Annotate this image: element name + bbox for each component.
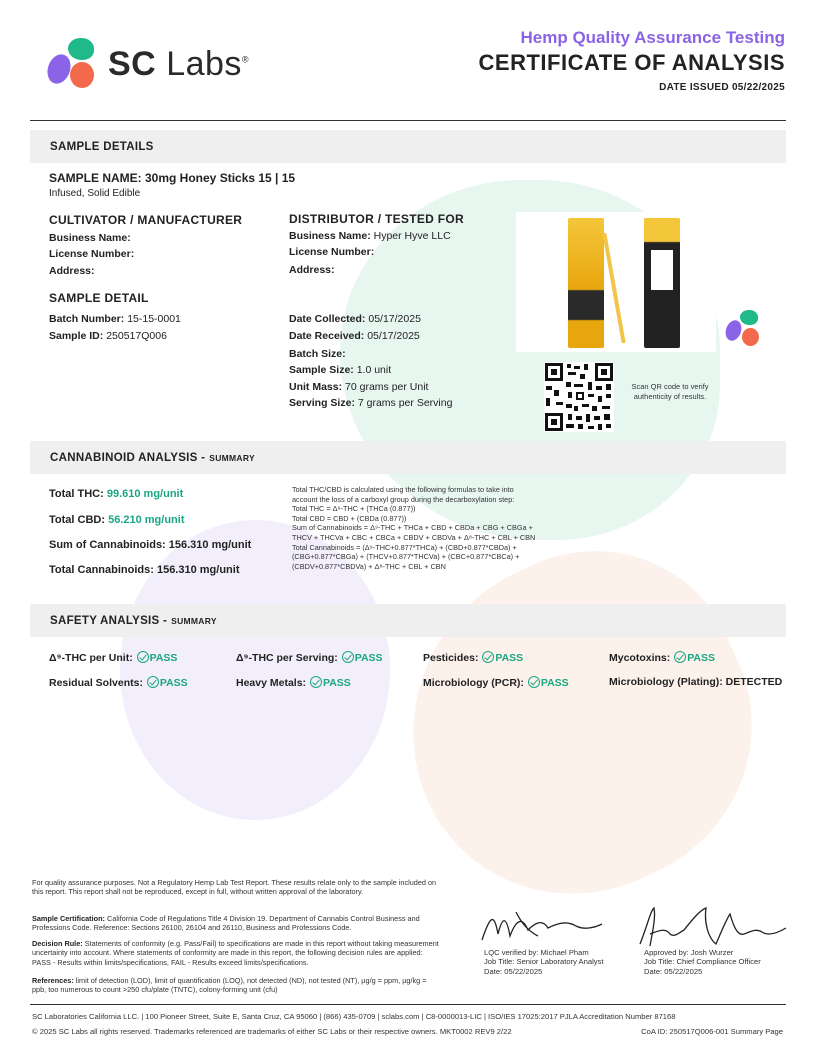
check-icon [482, 651, 494, 663]
product-package-back [644, 218, 680, 348]
sample-id-value: 250517Q006 [106, 330, 167, 342]
safety-item-thc-serving: Δ⁹-THC per Serving: PASS [236, 652, 383, 664]
qr-code-icon [544, 362, 614, 432]
total-cbd-label: Total CBD: [49, 514, 106, 526]
qr-note: Scan QR code to verify authenticity of results. [631, 382, 709, 401]
product-photo [516, 212, 716, 352]
sample-detail-heading: SAMPLE DETAIL [49, 291, 149, 305]
sample-name: SAMPLE NAME: 30mg Honey Sticks 15 | 15 [49, 171, 296, 185]
safety-item-thc-unit: Δ⁹-THC per Unit: PASS [49, 652, 178, 664]
sample-details-band: SAMPLE DETAILS [30, 130, 786, 163]
footer-coa-id: CoA ID: 250517Q006-001 Summary Page [641, 1027, 783, 1036]
references: References: limit of detection (LOD), limit of quantification (LOQ), not detected (ND), not tested (NT), µg/g = ppm, µg/kg = ppb, too numerous to count >250 cfu/plate (TNTC), colony-forming unit (cfu) [32, 976, 427, 995]
check-icon [310, 676, 322, 688]
safety-item-micro-pcr: Microbiology (PCR): PASS [423, 677, 569, 689]
product-package-front [568, 218, 604, 348]
signature-michael-pham [476, 906, 606, 948]
signature-right-info: Approved by: Josh Wurzer Job Title: Chief Compliance Officer Date: 05/22/2025 [644, 948, 761, 976]
safety-item-residual-solvents: Residual Solvents: PASS [49, 677, 188, 689]
cultivator-heading: CULTIVATOR / MANUFACTURER [49, 213, 243, 227]
cannabinoid-formula: Total THC/CBD is calculated using the following formulas to take into account the loss of a carboxyl group during the decarboxylation step: Total THC = Δ⁹-THC + (THCa (0.877)) Total CBD = CBD + (CBDa (0.877)) Sum of Cannabinoids = Δ⁹-THC + THCa + CBD + CBDa + CBG + CBGa + THCV + THCVa + CBC + CBCa + CBDV + CBDVa + Δ⁸-THC + CBL + CBN Total Cannabinoids = (Δ⁹-THC+0.877*THCa) + (CBD+0.877*CBDa) + (CBG+0.877*CBGa) + (THCV+0.877*THCVa) + (CBC+0.877*CBCa) + (CBDV+0.877*CBDVa) + Δ⁸-THC + CBL + CBN [292, 485, 536, 571]
qr-code[interactable] [544, 362, 614, 432]
check-icon [528, 676, 540, 688]
safety-item-heavy-metals: Heavy Metals: PASS [236, 677, 351, 689]
cultivator-address-label: Address: [49, 265, 95, 277]
sample-type: Infused, Solid Edible [49, 188, 141, 199]
check-icon [342, 651, 354, 663]
total-cannabinoids: Total Cannabinoids: 156.310 mg/unit [49, 564, 240, 576]
header-titles [479, 28, 785, 93]
distributor-business-value: Hyper Hyve LLC [373, 230, 451, 242]
footer-divider [30, 1004, 786, 1005]
logo-wordmark: SC Labs® [108, 44, 250, 83]
total-thc-value: 99.610 mg/unit [106, 488, 184, 500]
distributor-business-label: Business Name: [289, 230, 371, 242]
sample-id-label: Sample ID: [49, 330, 104, 342]
cultivator-license-label: License Number: [49, 248, 135, 260]
signature-left-info: LQC verified by: Michael Pham Job Title: Senior Laboratory Analyst Date: 05/22/2025 [484, 948, 604, 976]
safety-item-pesticides: Pesticides: PASS [423, 652, 524, 664]
report-subtitle: Hemp Quality Assurance Testing [520, 28, 785, 47]
total-thc-label: Total THC: [49, 488, 104, 500]
date-received-label: Date Received: [289, 330, 365, 342]
batch-number-label: Batch Number: [49, 313, 125, 325]
check-icon [137, 651, 149, 663]
batch-number-value: 15-15-0001 [127, 313, 181, 325]
footer-copyright: © 2025 SC Labs all rights reserved. Trademarks referenced are trademarks of either SC Labs or their respective owners. MKT0002 REV9 2/22 [32, 1027, 512, 1036]
date-received-value: 05/17/2025 [367, 330, 420, 342]
check-icon [147, 676, 159, 688]
footer-lab-info: SC Laboratories California LLC. | 100 Pioneer Street, Suite E, Santa Cruz, CA 95060 | (866) 435-0709 | sclabs.com | C8-0000013-LIC | ISO/IES 17025:2017 PJLA Accreditation Number 87168 [32, 1012, 676, 1021]
cannabinoid-band: CANNABINOID ANALYSIS - SUMMARY [30, 441, 786, 474]
report-title: CERTIFICATE OF ANALYSIS [478, 50, 785, 75]
safety-band: SAFETY ANALYSIS - SUMMARY [30, 604, 786, 637]
sc-labs-mini-logo-icon [726, 310, 762, 350]
safety-item-mycotoxins: Mycotoxins: PASS [609, 652, 716, 664]
serving-size-value: 7 grams per Serving [357, 397, 453, 409]
date-collected-value: 05/17/2025 [368, 313, 421, 325]
distributor-license-label: License Number: [289, 246, 375, 258]
batch-size-label: Batch Size: [289, 348, 346, 360]
signature-josh-wurzer [630, 904, 794, 950]
header-divider [30, 120, 786, 121]
sum-of-cannabinoids: Sum of Cannabinoids: 156.310 mg/unit [49, 539, 252, 551]
honey-stick [602, 233, 625, 344]
sample-certification: Sample Certification: California Code of Regulations Title 4 Division 19. Department of Cannabis Control Business and Professions Code. Reference: Sections 26100, 26104 and 26110, Business and Professions Code. [32, 914, 420, 933]
serving-size-label: Serving Size: [289, 397, 355, 409]
sample-size-value: 1.0 unit [356, 364, 392, 376]
decision-rule: Decision Rule: Statements of conformity (e.g. Pass/Fail) to specifications are made in this report without taking measurement uncertainty into account. Where statements of conformity are made in this report, the following decision rules are applied: PASS - Results within limits/specifications, FAIL - Results exceed limits/specifications. [32, 939, 439, 967]
cultivator-business-label: Business Name: [49, 232, 131, 244]
sample-size-label: Sample Size: [289, 364, 354, 376]
date-collected-label: Date Collected: [289, 313, 366, 325]
unit-mass-label: Unit Mass: [289, 381, 343, 393]
check-icon [674, 651, 686, 663]
date-issued: DATE ISSUED 05/22/2025 [659, 82, 785, 93]
distributor-address-label: Address: [289, 264, 335, 276]
total-cbd-value: 56.210 mg/unit [108, 514, 185, 526]
sc-labs-logo [48, 38, 249, 90]
disclaimer: For quality assurance purposes. Not a Regulatory Hemp Lab Test Report. These results relate only to the sample included on this report. This report shall not be reproduced, except in full, without written approval of the laboratory. [32, 878, 437, 897]
safety-item-micro-plating: Microbiology (Plating): DETECTED [609, 676, 783, 688]
sc-labs-logo-icon [48, 38, 98, 90]
distributor-heading: DISTRIBUTOR / TESTED FOR [289, 212, 464, 226]
unit-mass-value: 70 grams per Unit [345, 381, 429, 393]
